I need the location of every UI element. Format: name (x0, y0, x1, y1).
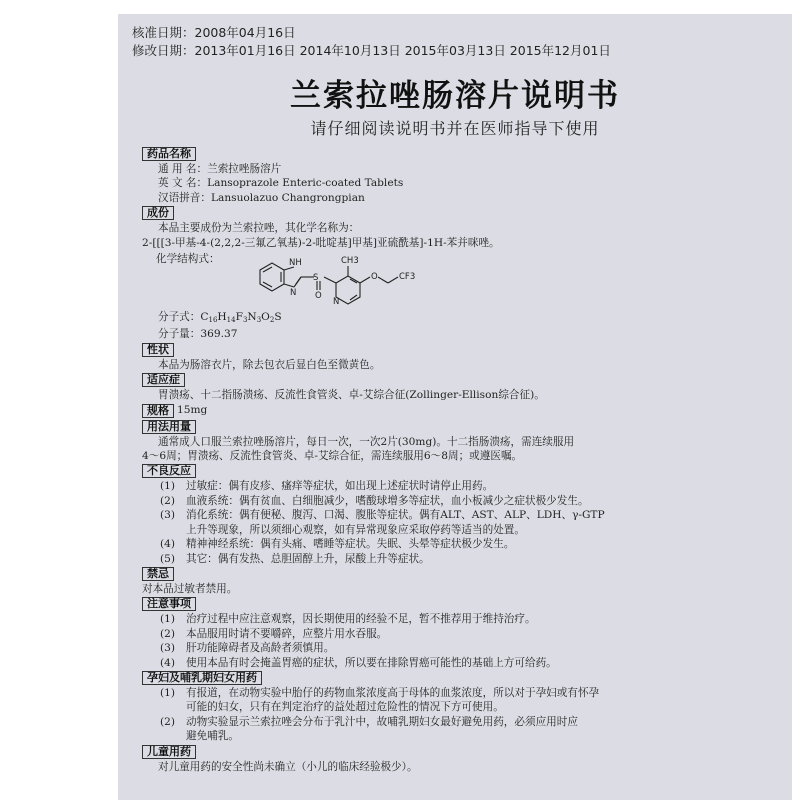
formula-c: C (200, 311, 209, 324)
list-item (142, 656, 788, 670)
section-contraindications (142, 566, 788, 596)
list-item-number: (2) (160, 494, 176, 507)
adverse-list (142, 479, 788, 565)
english-name: 英 文 名：Lansoprazole Enteric-coated Tablets (158, 177, 404, 190)
formula-s: S (274, 311, 282, 324)
section-heading-adverse: 不良反应 (142, 464, 196, 478)
indications-text: 胃溃疡、十二指肠溃疡、反流性食管炎、卓-艾综合征(Zollinger-Ellison综合征)。 (158, 389, 545, 402)
formula-f: F (235, 311, 243, 324)
structure-diagram (246, 248, 466, 314)
list-item-number: (2) (160, 715, 176, 728)
section-heading-pregnancy: 孕妇及哺乳期妇女用药 (142, 671, 262, 685)
section-spec (142, 403, 788, 419)
section-appearance (142, 342, 788, 372)
section-heading-children: 儿童用药 (142, 745, 196, 759)
list-item-number: (3) (160, 642, 176, 655)
pregnancy-list (142, 686, 788, 744)
formula-h-count: 14 (226, 316, 236, 325)
section-children (142, 744, 788, 774)
section-heading-indications: 适应症 (142, 373, 185, 387)
precautions-list (142, 612, 788, 670)
struct-n: N (333, 297, 340, 308)
list-item-number: (4) (160, 538, 176, 551)
section-dosage (142, 419, 788, 464)
children-text: 对儿童用药的安全性尚未确立（小儿的临床经验极少）。 (158, 760, 418, 773)
dosage-line-1: 通常成人口服兰索拉唑肠溶片，每日一次，一次2片(30mg)。十二指肠溃疡，需连续服用 (158, 435, 575, 448)
struct-n-left: N (290, 288, 297, 299)
section-composition (142, 205, 788, 342)
list-item (142, 686, 788, 715)
section-heading-contraindications: 禁忌 (142, 567, 174, 581)
list-item-number: (5) (160, 552, 176, 565)
list-item-line: 精神神经系统：偶有头痛、嗜睡等症状。失眠、头晕等症状极少发生。 (186, 538, 515, 551)
list-item-text (186, 479, 788, 493)
revision-date: 修改日期：2013年01月16日 2014年10月13日 2015年03月13日 2015年12月01日 (132, 43, 611, 58)
list-item (142, 641, 788, 655)
document-subtitle: 请仔细阅读说明书并在医师指导下使用 (310, 119, 600, 138)
formula-f-count: 3 (242, 316, 248, 325)
list-item-line: 过敏症：偶有皮疹、瘙痒等症状，如出现上述症状时请停止用药。 (186, 480, 494, 493)
pinyin-name: 汉语拼音：Lansuolazuo Changrongpian (158, 191, 365, 204)
approval-date: 核准日期：2008年04月16日 (132, 25, 296, 40)
list-item-text (186, 537, 788, 551)
formula-n-count: 3 (256, 316, 262, 325)
list-item-line: 本品服用时请不要嚼碎，应整片用水吞服。 (186, 627, 388, 640)
struct-o: O (315, 291, 322, 302)
struct-nh: NH (289, 258, 302, 269)
list-item-number: (1) (160, 613, 176, 626)
section-heading-drug-name: 药品名称 (142, 147, 196, 161)
list-item-number: (2) (160, 627, 176, 640)
list-item-number: (1) (160, 686, 176, 699)
formula-h: H (217, 311, 227, 324)
formula-label: 分子式： (158, 311, 201, 324)
list-item-line: 有报道，在动物实验中胎仔的药物血浆浓度高于母体的血浆浓度，所以对于孕妇或有怀孕 (186, 686, 600, 699)
list-item-line: 消化系统：偶有便秘、腹泻、口渴、腹胀等症状。偶有ALT、AST、ALP、LDH、γ-GTP (186, 509, 605, 522)
molecular-weight: 分子量：369.37 (158, 328, 238, 341)
chemical-structure (156, 250, 788, 310)
generic-name: 通 用 名：兰索拉唑肠溶片 (158, 163, 282, 175)
dosage-line-2: 4～6周；胃溃疡、反流性食管炎、卓-艾综合征，需连续服用6～8周；或遵医嘱。 (142, 450, 523, 463)
list-item-text (186, 641, 788, 655)
list-item-line: 肝功能障碍者及高龄者须慎用。 (186, 642, 335, 655)
list-item-number: (4) (160, 656, 176, 669)
chemical-name: 2-[[[3-甲基-4-(2,2,2-三氟乙氧基)-2-吡啶基]甲基]亚硫酰基]-1H-苯并咪唑。 (142, 236, 500, 249)
list-item (142, 494, 788, 508)
list-item-line: 动物实验显示兰索拉唑会分布于乳汁中，故哺乳期妇女最好避免用药，必须应用时应 (186, 715, 578, 728)
struct-ch3: CH3 (341, 256, 359, 267)
list-item-line: 可能的妇女，只有在判定治疗的益处超过危险性的情况下方可使用。 (186, 701, 504, 714)
struct-cf3: CF3 (399, 272, 416, 283)
appearance-text: 本品为肠溶衣片，除去包衣后显白色至微黄色。 (158, 358, 381, 371)
section-precautions (142, 596, 788, 670)
composition-text: 本品主要成份为兰索拉唑，其化学名称为： (158, 222, 360, 235)
formula-o: O (261, 311, 270, 324)
list-item-text (186, 686, 788, 715)
section-pregnancy (142, 670, 788, 744)
struct-o2: O (371, 272, 378, 283)
formula-n: N (247, 311, 257, 324)
spec-value: 15mg (177, 404, 208, 417)
section-drug-name (142, 146, 788, 205)
section-heading-composition: 成份 (142, 206, 174, 220)
list-item-text (186, 508, 788, 537)
list-item-number: (1) (160, 480, 176, 493)
list-item-text (186, 656, 788, 670)
list-item (142, 715, 788, 744)
list-item (142, 552, 788, 566)
list-item (142, 612, 788, 626)
leaflet-page (118, 14, 792, 800)
list-item-number: (3) (160, 509, 176, 522)
formula-c-count: 16 (208, 316, 218, 325)
list-item-text (186, 627, 788, 641)
date-block (132, 24, 611, 60)
formula-o-count: 2 (269, 316, 275, 325)
leaflet-content (142, 146, 788, 774)
list-item (142, 508, 788, 537)
list-item-line: 避免哺乳。 (186, 730, 239, 743)
list-item-text (186, 494, 788, 508)
section-heading-precautions: 注意事项 (142, 597, 196, 611)
struct-s: S (313, 273, 319, 284)
list-item-line: 治疗过程中应注意观察，因长期使用的经验不足，暂不推荐用于维持治疗。 (186, 613, 536, 626)
section-heading-spec: 规格 (142, 404, 174, 418)
list-item-text (186, 612, 788, 626)
contraindications-text: 对本品过敏者禁用。 (142, 582, 238, 595)
list-item (142, 627, 788, 641)
section-heading-dosage: 用法用量 (142, 420, 196, 434)
list-item-text (186, 715, 788, 744)
list-item-line: 使用本品有时会掩盖胃癌的症状，所以要在排除胃癌可能性的基础上方可给药。 (186, 656, 557, 669)
list-item-line: 血液系统：偶有贫血、白细胞减少，嗜酸球增多等症状，血小板减少之症状极少发生。 (186, 494, 589, 507)
section-heading-appearance: 性状 (142, 343, 174, 357)
list-item (142, 537, 788, 551)
document-title: 兰索拉唑肠溶片说明书 (290, 78, 620, 114)
list-item-text (186, 552, 788, 566)
list-item-line: 其它：偶有发热、总胆固醇上升，尿酸上升等症状。 (186, 552, 430, 565)
structure-label: 化学结构式： (156, 253, 220, 266)
section-adverse-reactions (142, 463, 788, 565)
section-indications (142, 372, 788, 402)
list-item (142, 479, 788, 493)
list-item-line: 上升等现象，所以须细心观察，如有异常现象应采取停药等适当的处置。 (186, 523, 525, 536)
